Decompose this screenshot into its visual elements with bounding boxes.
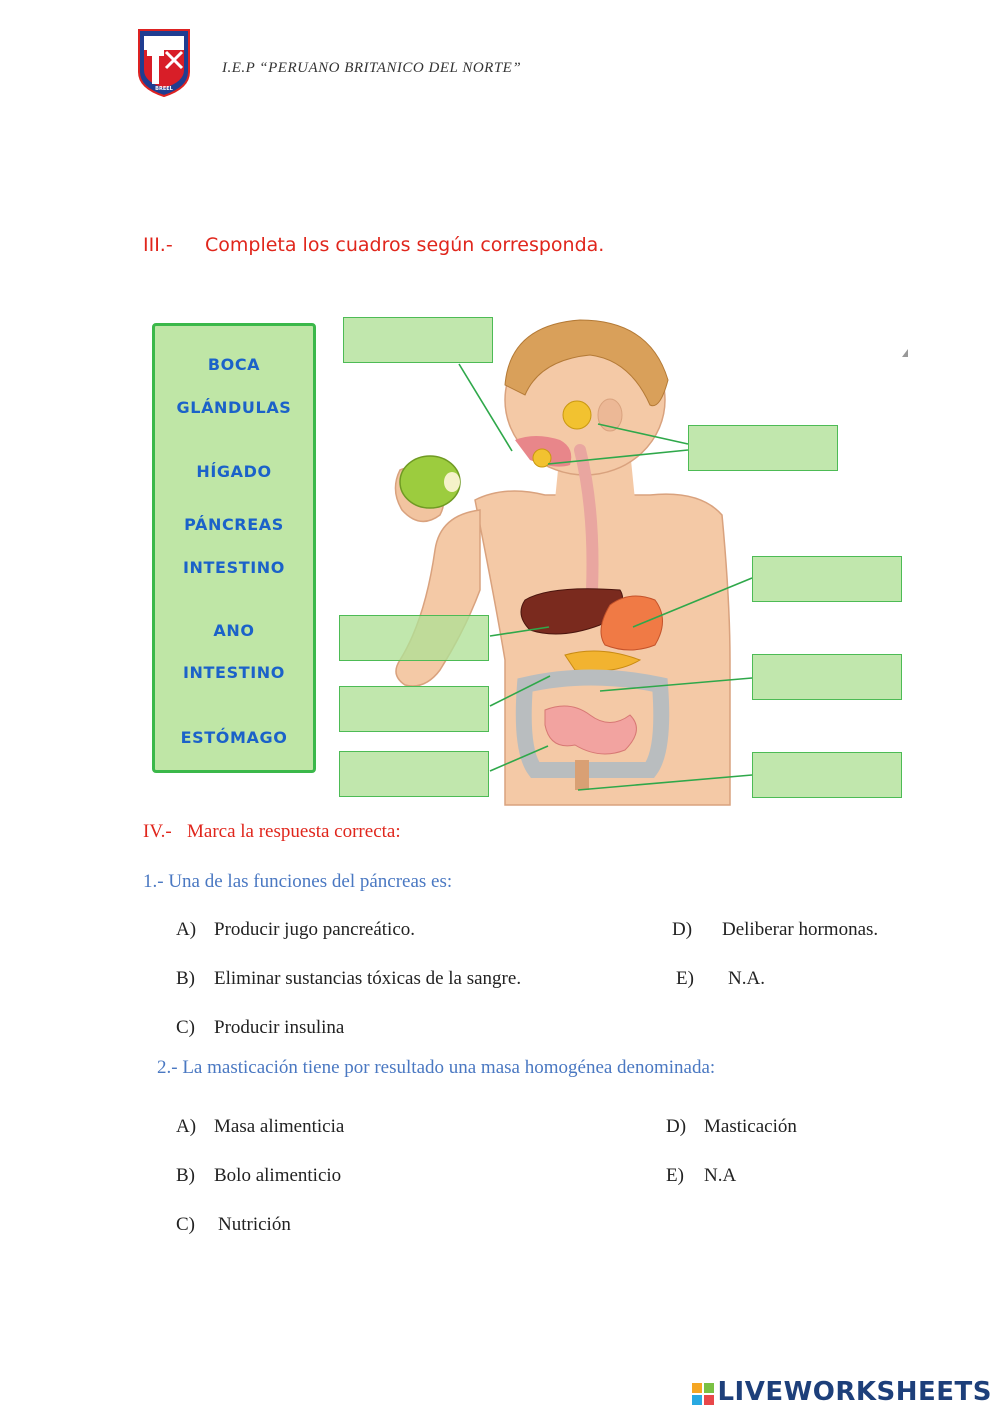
answer-box-mouth[interactable] (343, 317, 493, 363)
question-1-option-e[interactable]: E) N.A. (676, 968, 765, 989)
question-1-option-d[interactable]: D) Deliberar hormonas. (672, 919, 879, 940)
word-bank-item: BOCA (207, 355, 261, 374)
word-bank-item: HÍGADO (196, 462, 272, 481)
logo-text: BREEL (155, 86, 173, 92)
question-1-option-b[interactable]: B) Eliminar sustancias tóxicas de la sangre. (176, 968, 522, 989)
word-bank-item: ANO (213, 621, 255, 640)
question-2-option-e[interactable]: E) N.A (666, 1165, 737, 1186)
question-1-stem: 1.- Una de las funciones del páncreas es: (143, 871, 453, 892)
question-2-option-c[interactable]: C) Nutrición (176, 1214, 291, 1235)
school-name: I.E.P “PERUANO BRITANICO DEL NORTE” (222, 60, 522, 76)
liveworksheets-icon (692, 1382, 714, 1404)
liveworksheets-brand: LIVEWORKSHEETS (717, 1377, 992, 1407)
answer-box-pancreas[interactable] (339, 686, 489, 732)
liveworksheets-logo (692, 1377, 992, 1407)
section-3-title: Completa los cuadros según corresponda. (205, 234, 605, 256)
question-1-option-c[interactable]: C) Producir insulina (176, 1017, 345, 1038)
question-1-option-a[interactable]: A) Producir jugo pancreático. (176, 919, 416, 940)
word-bank-item: INTESTINO (183, 558, 285, 577)
answer-box-small-intestine[interactable] (339, 751, 489, 797)
section-3-number: III.- (143, 234, 173, 256)
word-bank-item: ESTÓMAGO (180, 728, 288, 747)
answer-box-glands[interactable] (688, 425, 838, 471)
section-4-heading (143, 821, 401, 843)
question-2-option-d[interactable]: D) Masticación (666, 1116, 797, 1137)
word-bank-item: PÁNCREAS (184, 515, 284, 534)
question-2-option-a[interactable]: A) Masa alimenticia (176, 1116, 345, 1137)
answer-box-large-intestine[interactable] (752, 654, 902, 700)
word-bank-item: INTESTINO (183, 663, 285, 682)
question-2-option-b[interactable]: B) Bolo alimenticio (176, 1165, 342, 1186)
section-4-number: IV.- (143, 821, 172, 842)
answer-box-anus[interactable] (752, 752, 902, 798)
word-bank-item: GLÁNDULAS (176, 398, 292, 417)
answer-box-liver[interactable] (339, 615, 489, 661)
answer-box-stomach[interactable] (752, 556, 902, 602)
question-2-stem: 2.- La masticación tiene por resultado una masa homogénea denominada: (157, 1057, 716, 1078)
section-4-title: Marca la respuesta correcta: (187, 821, 401, 842)
